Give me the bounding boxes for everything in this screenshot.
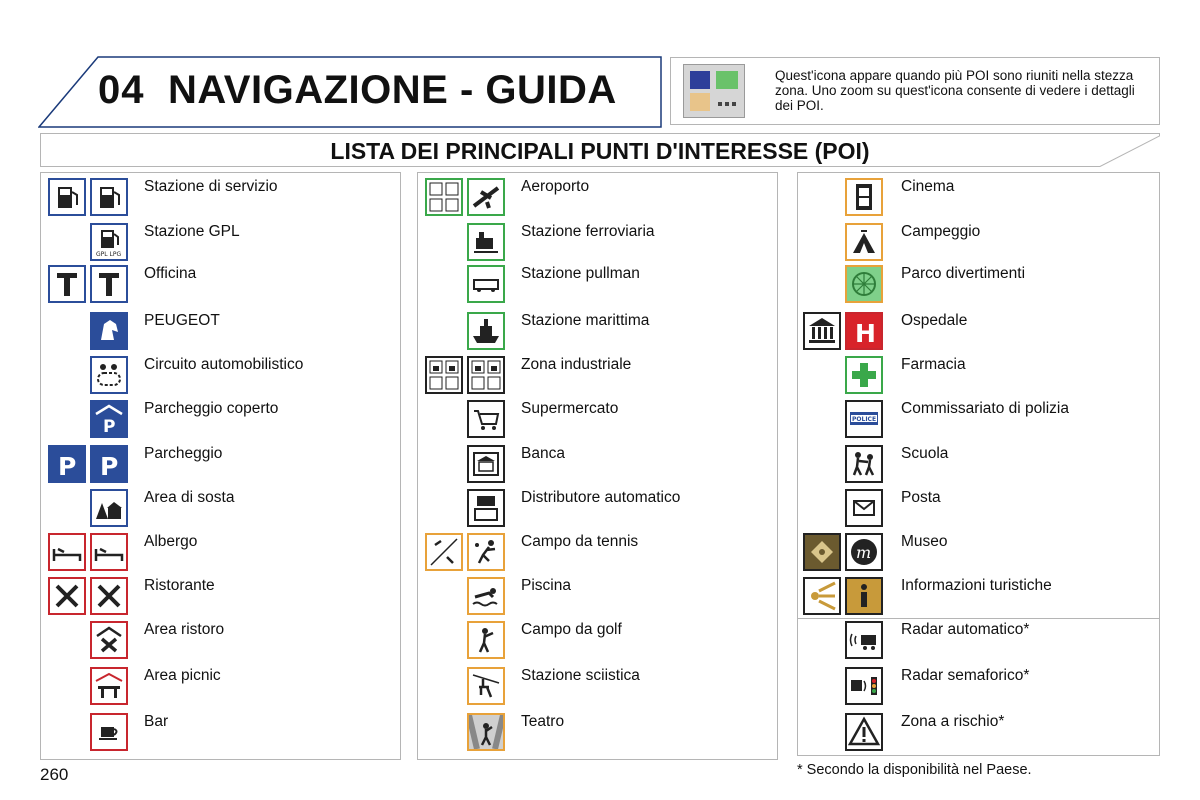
- parking-icon: [90, 445, 128, 483]
- industrial-zone-icon: [425, 356, 463, 394]
- poi-label: Campeggio: [901, 223, 981, 240]
- fork-knife-icon: [90, 577, 128, 615]
- svg-text:m: m: [856, 543, 872, 562]
- poi-label: Stazione sciistica: [521, 667, 640, 684]
- poi-label: Zona a rischio*: [901, 713, 1005, 730]
- info-box: [670, 57, 1160, 125]
- bed-icon: [90, 533, 128, 571]
- svg-text:P: P: [58, 452, 77, 481]
- theater-icon: [467, 713, 505, 751]
- police-icon: [845, 400, 883, 438]
- transport-cluster-icon: [425, 178, 463, 216]
- peugeot-lion-icon: [90, 312, 128, 350]
- poi-label: Officina: [144, 265, 197, 282]
- industrial-zone-icon: [467, 356, 505, 394]
- amusement-park-icon: [845, 265, 883, 303]
- race-circuit-icon: [90, 356, 128, 394]
- info-text: Quest'icona appare quando più POI sono riuniti nella stezza zona. Uno zoom su quest'icona consente di vedere i dettagli dei POI.: [775, 68, 1135, 113]
- camping-icon: [845, 223, 883, 261]
- poi-label: Area ristoro: [144, 621, 225, 638]
- pharmacy-cross-icon: [845, 356, 883, 394]
- poi-label: Informazioni turistiche: [901, 577, 1052, 594]
- svg-text:P: P: [100, 452, 119, 481]
- info-icon: [845, 577, 883, 615]
- poi-label: Campo da golf: [521, 621, 622, 638]
- poi-label: Stazione pullman: [521, 265, 640, 282]
- covered-parking-icon: [90, 400, 128, 438]
- section-header: [40, 133, 1160, 167]
- danger-zone-icon: [845, 713, 883, 751]
- fuel-pump-icon: [48, 178, 86, 216]
- svg-text:POLICE: POLICE: [852, 416, 877, 423]
- refreshment-area-icon: [90, 621, 128, 659]
- ship-icon: [467, 312, 505, 350]
- poi-label: Teatro: [521, 713, 565, 730]
- svg-text:P: P: [103, 417, 116, 436]
- poi-label: Posta: [901, 489, 941, 506]
- museum-cluster-icon: [803, 533, 841, 571]
- swimmer-icon: [467, 577, 505, 615]
- footnote: * Secondo la disponibilità nel Paese.: [797, 762, 1032, 778]
- poi-label: Zona industriale: [521, 356, 632, 373]
- chapter-number: 04: [98, 68, 145, 112]
- poi-label: Campo da tennis: [521, 533, 639, 550]
- poi-label: Ristorante: [144, 577, 215, 594]
- airplane-icon: [467, 178, 505, 216]
- poi-label: Commissariato di polizia: [901, 400, 1069, 417]
- speed-camera-icon: [845, 621, 883, 659]
- svg-text:H: H: [855, 319, 876, 348]
- poi-label: Ospedale: [901, 312, 968, 329]
- traffic-light-camera-icon: [845, 667, 883, 705]
- poi-label: Bar: [144, 713, 169, 730]
- poi-label: Stazione di servizio: [144, 178, 278, 195]
- poi-label: Circuito automobilistico: [144, 356, 304, 373]
- poi-label: Radar automatico*: [901, 621, 1030, 638]
- ski-lift-icon: [467, 667, 505, 705]
- chapter-title: NAVIGAZIONE - GUIDA: [168, 68, 617, 112]
- poi-label: Cinema: [901, 178, 955, 195]
- atm-icon: [467, 489, 505, 527]
- poi-label: Stazione ferroviaria: [521, 223, 655, 240]
- gpl-pump-icon: [90, 223, 128, 261]
- school-icon: [845, 445, 883, 483]
- poi-label: Aeroporto: [521, 178, 590, 195]
- poi-label: Parcheggio coperto: [144, 400, 279, 417]
- poi-label: Banca: [521, 445, 565, 462]
- wrench-icon: [90, 265, 128, 303]
- shopping-cart-icon: [467, 400, 505, 438]
- poi-label: Area picnic: [144, 667, 221, 684]
- poi-label: Parco divertimenti: [901, 265, 1026, 282]
- film-icon: [845, 178, 883, 216]
- golfer-icon: [467, 621, 505, 659]
- parking-icon: [48, 445, 86, 483]
- bus-icon: [467, 265, 505, 303]
- fork-knife-icon: [48, 577, 86, 615]
- envelope-icon: [845, 489, 883, 527]
- tennis-icon: [467, 533, 505, 571]
- poi-label: Farmacia: [901, 356, 966, 373]
- tourism-cluster-icon: [803, 577, 841, 615]
- poi-label: Area di sosta: [144, 489, 235, 506]
- poi-label: PEUGEOT: [144, 312, 220, 329]
- svg-text:GPL LPG: GPL LPG: [96, 251, 122, 258]
- bank-icon: [467, 445, 505, 483]
- poi-label: Stazione GPL: [144, 223, 240, 240]
- poi-label: Radar semaforico*: [901, 667, 1030, 684]
- train-icon: [467, 223, 505, 261]
- poi-label: Parcheggio: [144, 445, 223, 462]
- rest-area-icon: [90, 489, 128, 527]
- poi-label: Scuola: [901, 445, 949, 462]
- column-3-divider: [797, 618, 1160, 619]
- poi-label: Museo: [901, 533, 948, 550]
- section-title: LISTA DEI PRINCIPALI PUNTI D'INTERESSE (POI): [330, 138, 870, 164]
- page-number: 260: [40, 765, 69, 784]
- poi-label: Piscina: [521, 577, 571, 594]
- fuel-pump-icon: [90, 178, 128, 216]
- public-building-icon: [803, 312, 841, 350]
- coffee-cup-icon: [90, 713, 128, 751]
- picnic-table-icon: [90, 667, 128, 705]
- bed-icon: [48, 533, 86, 571]
- poi-label: Albergo: [144, 533, 198, 550]
- poi-label: Stazione marittima: [521, 312, 650, 329]
- sport-cluster-icon: [425, 533, 463, 571]
- poi-label: Supermercato: [521, 400, 619, 417]
- museum-icon: [845, 533, 883, 571]
- poi-label: Distributore automatico: [521, 489, 681, 506]
- chapter-banner: [38, 56, 662, 128]
- hospital-icon: [845, 312, 883, 350]
- poi-cluster-icon: [683, 64, 745, 118]
- wrench-icon: [48, 265, 86, 303]
